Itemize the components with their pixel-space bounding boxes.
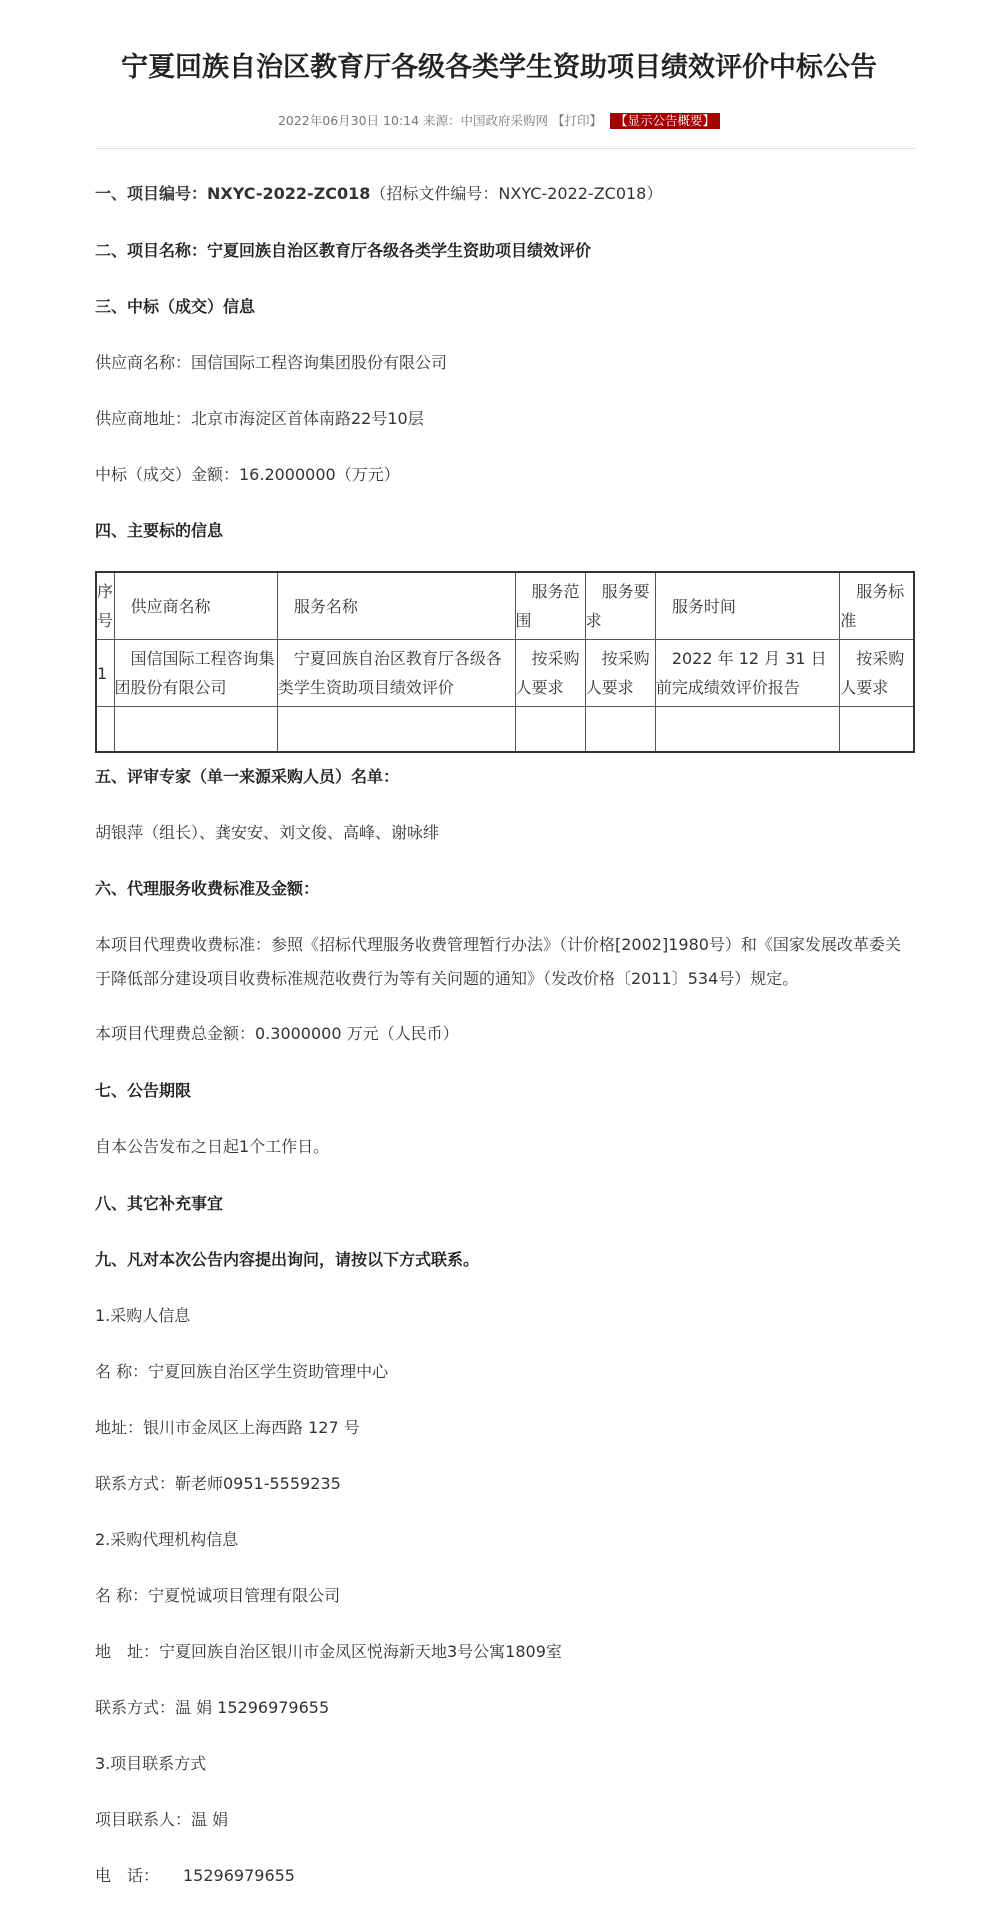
table-cell-empty bbox=[96, 707, 114, 753]
table-header-cell: 服务标准 bbox=[840, 572, 914, 640]
fee-standard: 本项目代理费收费标准：参照《招标代理服务收费管理暂行办法》（计价格[2002]1980号）和《国家发展改革委关于降低部分建设项目收费标准规范收费行为等有关问题的通知》（发改价格〔2011〕534号）规定。 bbox=[95, 935, 901, 988]
section-experts: 五、评审专家（单一来源采购人员）名单： bbox=[95, 767, 400, 786]
experts-list: 胡银萍（组长）、龚安安、刘文俊、高峰、谢咏绯 bbox=[95, 823, 440, 842]
purchaser-heading: 1.采购人信息 bbox=[95, 1306, 191, 1325]
table-header-cell: 服务范围 bbox=[515, 572, 585, 640]
section-main-items: 四、主要标的信息 bbox=[95, 521, 224, 540]
show-summary-button[interactable]: 【显示公告概要】 bbox=[610, 113, 720, 129]
table-cell: 1 bbox=[96, 640, 114, 707]
table-header-row bbox=[96, 572, 914, 640]
print-link[interactable]: 【打印】 bbox=[552, 113, 603, 128]
notice-period: 自本公告发布之日起1个工作日。 bbox=[95, 1137, 330, 1156]
purchaser-contact: 联系方式：靳老师0951-5559235 bbox=[95, 1474, 341, 1493]
table-cell: 宁夏回族自治区教育厅各级各类学生资助项目绩效评价 bbox=[277, 640, 515, 707]
table-cell-empty bbox=[655, 707, 839, 753]
supplier-address: 供应商地址：北京市海淀区首体南路22号10层 bbox=[95, 409, 424, 428]
table-cell-empty bbox=[114, 707, 277, 753]
section-notice-period: 七、公告期限 bbox=[95, 1081, 192, 1100]
section-supplementary: 八、其它补充事宜 bbox=[95, 1194, 224, 1213]
section-project-name: 二、项目名称：宁夏回族自治区教育厅各级各类学生资助项目绩效评价 bbox=[95, 241, 592, 260]
table-cell-empty bbox=[840, 707, 914, 753]
table-header-cell: 服务要求 bbox=[585, 572, 655, 640]
project-contact-person: 项目联系人：温 娟 bbox=[95, 1810, 229, 1829]
table-header-cell: 服务名称 bbox=[277, 572, 515, 640]
agency-contact: 联系方式：温 娟 15296979655 bbox=[95, 1698, 330, 1717]
header-divider bbox=[95, 148, 915, 149]
main-items-table bbox=[95, 571, 915, 753]
project-contact-heading: 3.项目联系方式 bbox=[95, 1754, 207, 1773]
table-cell-empty bbox=[585, 707, 655, 753]
award-amount: 中标（成交）金额：16.2000000（万元） bbox=[95, 465, 400, 484]
purchaser-address: 地址：银川市金凤区上海西路 127 号 bbox=[95, 1418, 360, 1437]
tender-file-number: （招标文件编号：NXYC-2022-ZC018） bbox=[370, 184, 663, 203]
section-contact: 九、凡对本次公告内容提出询问，请按以下方式联系。 bbox=[95, 1250, 480, 1269]
table-cell-empty bbox=[277, 707, 515, 753]
table-row-empty bbox=[96, 707, 914, 753]
table-cell: 按采购人要求 bbox=[515, 640, 585, 707]
project-phone: 电 话： 15296979655 bbox=[95, 1866, 295, 1885]
section-award-info: 三、中标（成交）信息 bbox=[95, 297, 256, 316]
article-meta bbox=[0, 112, 998, 130]
supplier-name: 供应商名称：国信国际工程咨询集团股份有限公司 bbox=[95, 353, 448, 372]
publish-info: 2022年06月30日 10:14 来源：中国政府采购网 bbox=[277, 113, 549, 128]
agency-heading: 2.采购代理机构信息 bbox=[95, 1530, 239, 1549]
purchaser-name: 名 称：宁夏回族自治区学生资助管理中心 bbox=[95, 1362, 389, 1381]
table-cell: 按采购人要求 bbox=[585, 640, 655, 707]
section-project-number bbox=[95, 177, 915, 211]
table-cell: 按采购人要求 bbox=[840, 640, 914, 707]
page-title: 宁夏回族自治区教育厅各级各类学生资助项目绩效评价中标公告 bbox=[121, 52, 877, 83]
agency-address: 地 址：宁夏回族自治区银川市金凤区悦海新天地3号公寓1809室 bbox=[95, 1642, 562, 1661]
section-agency-fee: 六、代理服务收费标准及金额： bbox=[95, 879, 320, 898]
table-cell-empty bbox=[515, 707, 585, 753]
project-number: 一、项目编号：NXYC-2022-ZC018 bbox=[95, 184, 371, 203]
table-header-cell: 供应商名称 bbox=[114, 572, 277, 640]
agency-name: 名 称：宁夏悦诚项目管理有限公司 bbox=[95, 1586, 341, 1605]
table-header-cell: 服务时间 bbox=[655, 572, 839, 640]
fee-total: 本项目代理费总金额：0.3000000 万元（人民币） bbox=[95, 1024, 459, 1043]
table-header-cell: 序号 bbox=[96, 572, 114, 640]
table-row bbox=[96, 640, 914, 707]
table-cell: 国信国际工程咨询集团股份有限公司 bbox=[114, 640, 277, 707]
table-cell: 2022 年 12 月 31 日前完成绩效评价报告 bbox=[655, 640, 839, 707]
